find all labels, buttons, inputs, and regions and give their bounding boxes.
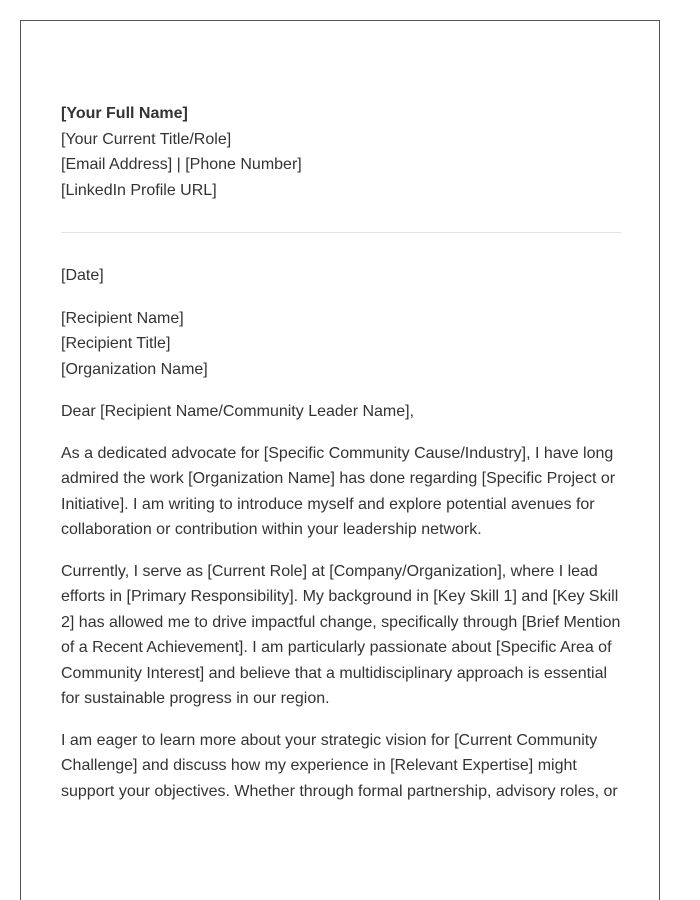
body-paragraph-intro: As a dedicated advocate for [Specific Community Cause/Industry], I have long admired the work [Organization Name] has done regarding [Specific Project or Initiative]. I am writing to introduce myself and explore potential avenues for collaboration or contribution within your leadership network.	[61, 444, 616, 538]
recipient-block	[61, 306, 621, 383]
salutation: Dear [Recipient Name/Community Leader Name],	[61, 403, 415, 420]
recipient-organization: [Organization Name]	[61, 360, 208, 378]
sender-linkedin: [LinkedIn Profile URL]	[61, 181, 217, 199]
header-divider	[61, 232, 621, 233]
sender-name: [Your Full Name]	[61, 105, 188, 122]
letter-page	[20, 20, 660, 900]
letter-date: [Date]	[61, 267, 104, 284]
body-paragraph-closing: I am eager to learn more about your strategic vision for [Current Community Challenge] and discuss how my experience in [Relevant Expertise] might support your objectives. Whether through formal partnership, advisory roles, or	[61, 731, 618, 800]
sender-title: [Your Current Title/Role]	[61, 130, 232, 148]
body-paragraph-background: Currently, I serve as [Current Role] at [Company/Organization], where I lead efforts in [Primary Responsibility]. My background in [Key Skill 1] and [Key Skill 2] has allowed me to drive impactful change, specifically through [Brief Mention of a Recent Achievement]. I am particularly passionate about [Specific Area of Community Interest] and believe that a multidisciplinary approach is essential for sustainable progress in our region.	[61, 562, 621, 707]
sender-block	[61, 101, 621, 203]
recipient-title: [Recipient Title]	[61, 335, 171, 352]
sender-contact: [Email Address] | [Phone Number]	[61, 156, 302, 173]
recipient-name: [Recipient Name]	[61, 309, 184, 327]
letter-content	[61, 101, 621, 820]
